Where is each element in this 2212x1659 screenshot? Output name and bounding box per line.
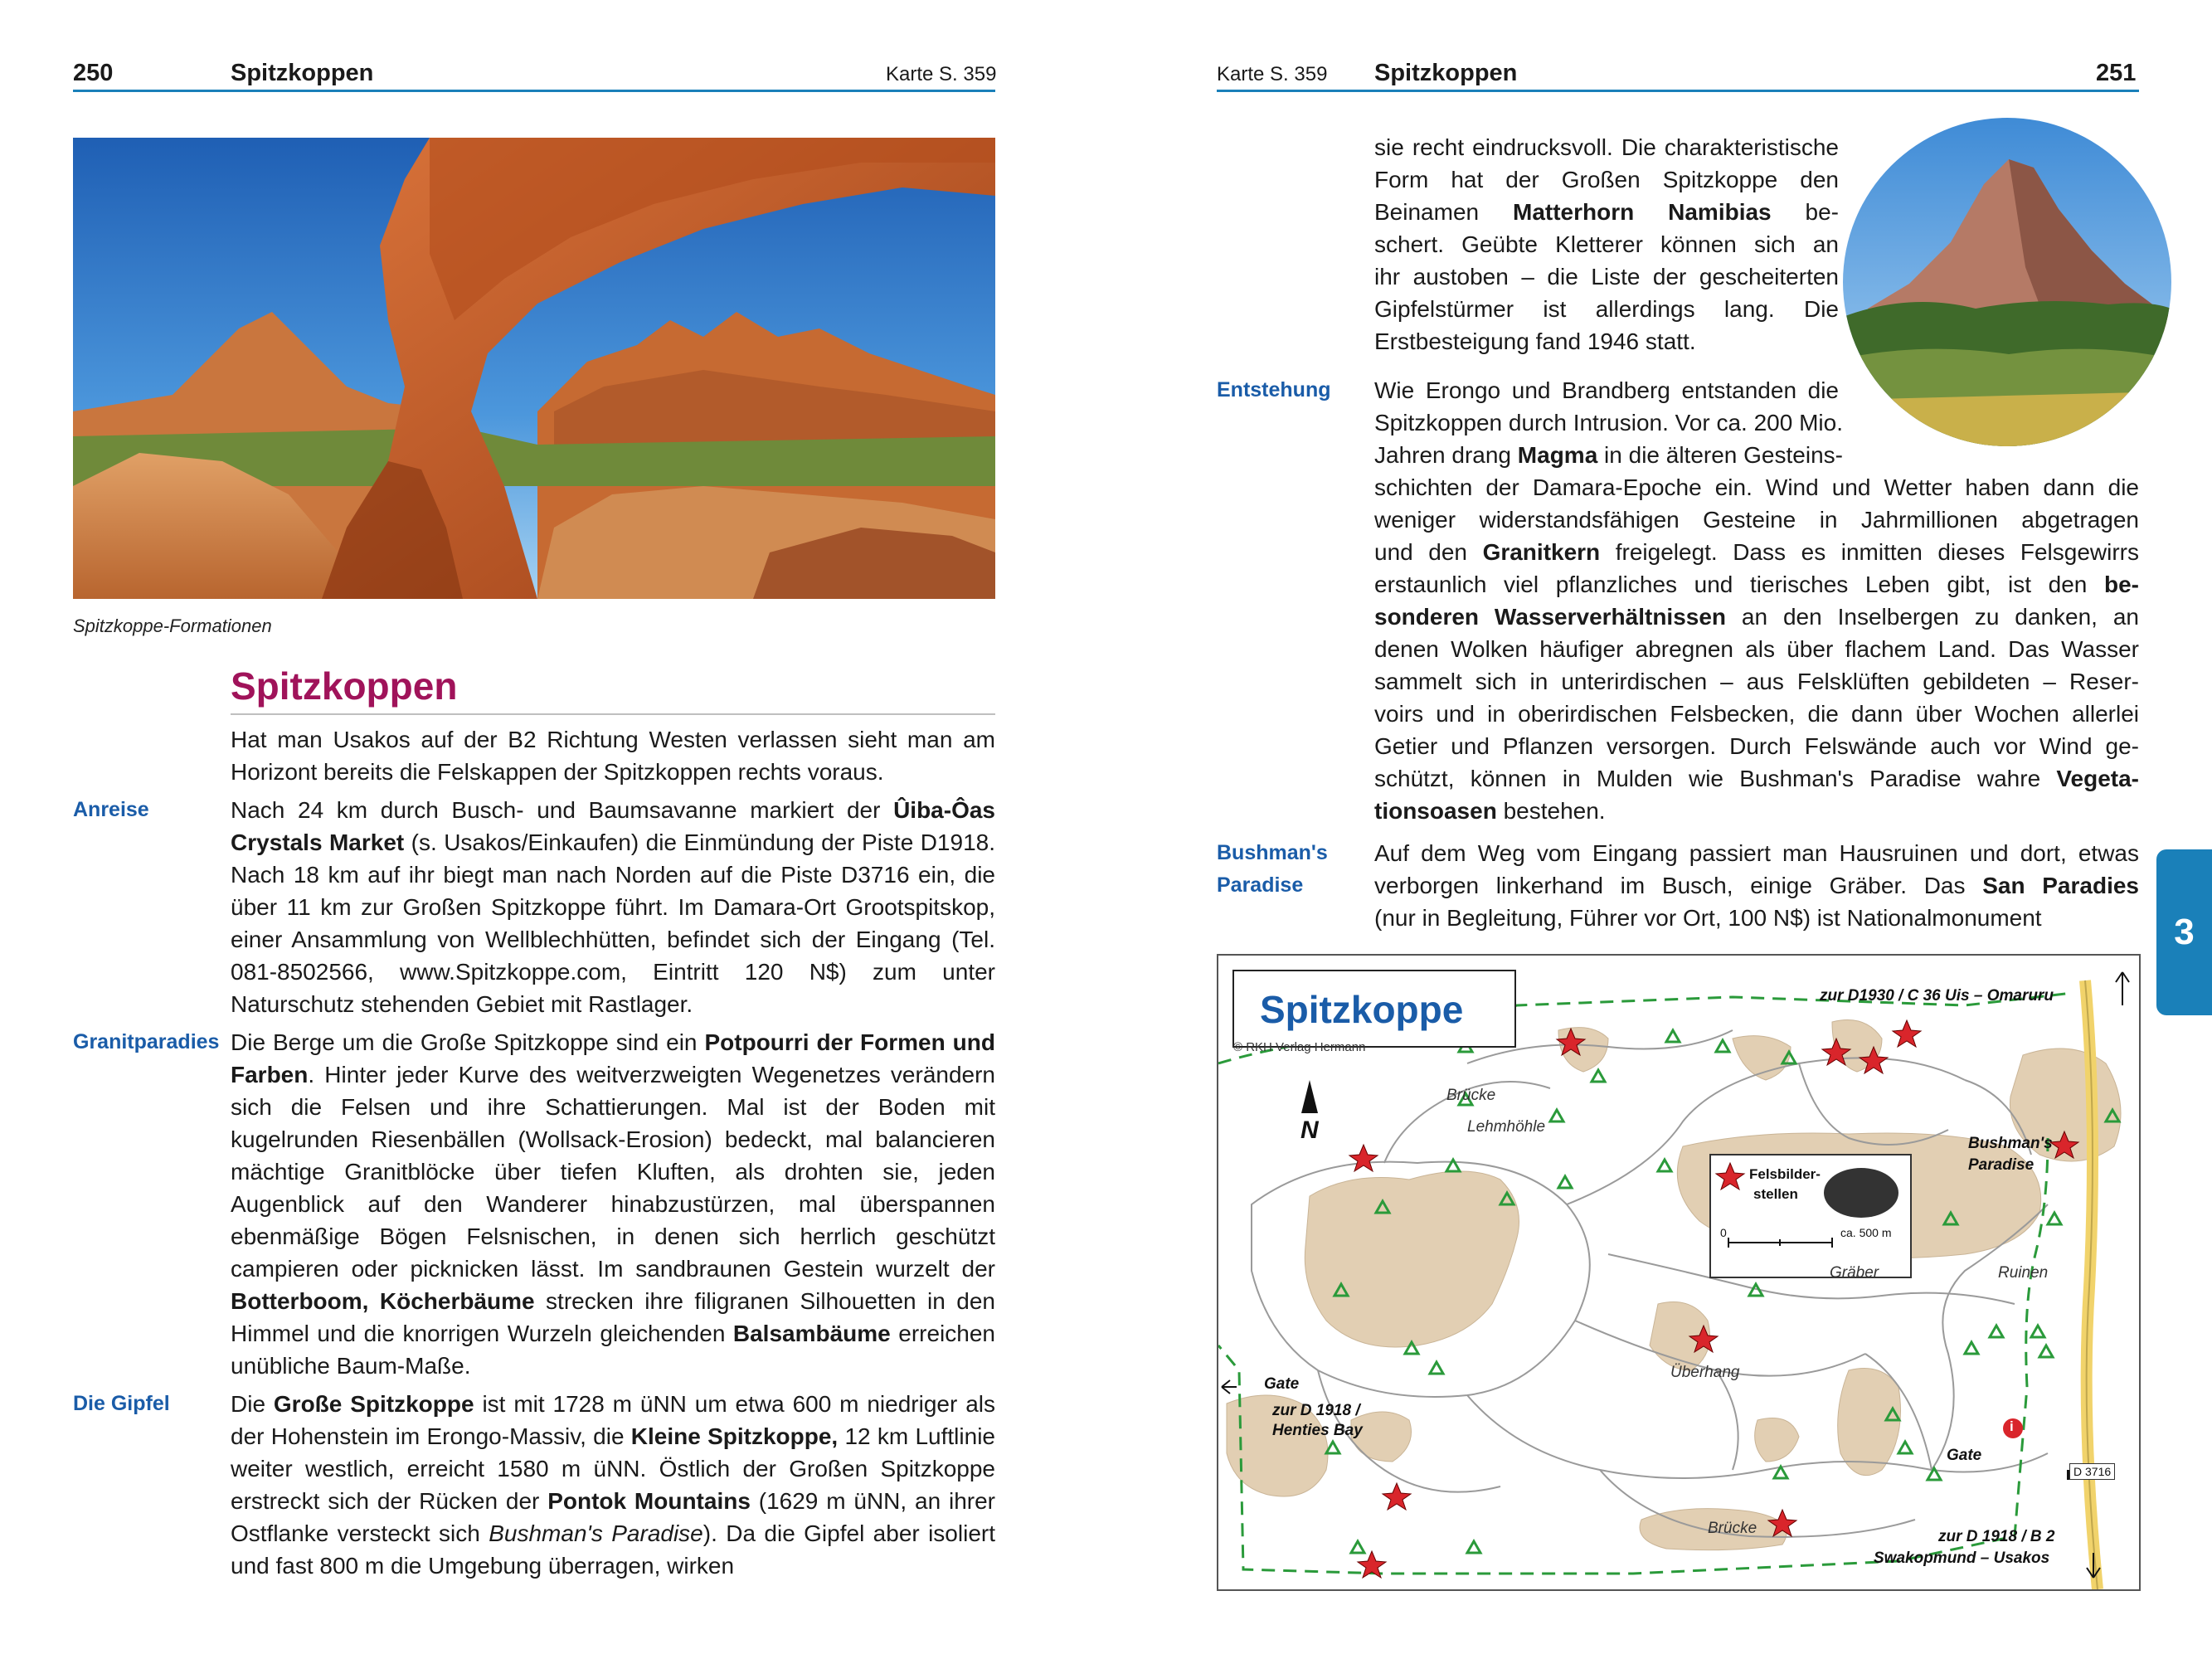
text-line xyxy=(1374,698,2139,730)
section-entstehung xyxy=(1217,374,2139,827)
route-west-line2: Henties Bay xyxy=(1272,1422,1363,1439)
north-route-arrow-icon xyxy=(2116,972,2129,1005)
text-run: verborgen linkerhand im Busch, einige Gräber. Das xyxy=(1374,873,1983,898)
bold-run: Potpourri der Formen und Farben xyxy=(231,1029,995,1087)
text-line xyxy=(1374,471,2139,504)
text-run: voirs und in oberirdischen Felsbecken, die dann über Wochen allerlei xyxy=(1374,701,2139,727)
margin-label-line: Paradise xyxy=(1217,873,1304,897)
text-line xyxy=(1374,196,1839,228)
route-north-label: zur D1930 / C 36 Uis – Omaruru xyxy=(1820,987,2054,1005)
west-arrow-icon xyxy=(1222,1380,1237,1394)
spitzkoppe-map xyxy=(1217,954,2141,1591)
running-title-right: Spitzkoppen xyxy=(1374,60,1518,86)
text-line xyxy=(1374,601,2139,633)
svg-text:N: N xyxy=(1300,1117,1319,1144)
text-line xyxy=(1374,228,1839,260)
section-granitparadies xyxy=(73,1026,995,1382)
bold-run: Vegeta- xyxy=(2056,766,2139,791)
text-line xyxy=(1374,795,2139,827)
bold-run: Pontok Mountains xyxy=(547,1488,751,1514)
heading-rule xyxy=(231,713,995,715)
text-run: Getier und Pflanzen versorgen. Durch Felswände auch vor Wind ge- xyxy=(1374,733,2139,759)
text-run: strecken ihre filigranen Silhouetten in den Himmel und die knorrigen Wurzeln gleichenden xyxy=(231,1288,995,1346)
bold-run: sonderen Wasserverhältnissen xyxy=(1374,604,1727,630)
label-d3716: D 3716 xyxy=(2069,1463,2115,1480)
section-paragraph xyxy=(231,1388,995,1582)
text-run: schützt, können in Mulden wie Bushman's Paradise wahre xyxy=(1374,766,2057,791)
text-line xyxy=(1374,902,2139,934)
text-run: an den Inselbergen zu danken, an xyxy=(1726,604,2139,630)
rock-art-thumbnail xyxy=(1824,1168,1898,1218)
text-line xyxy=(1374,131,1839,163)
text-run: Auf dem Weg vom Eingang passiert man Hausruinen und dort, etwas xyxy=(1374,840,2139,866)
section-paragraph xyxy=(231,1026,995,1382)
header-rule-right xyxy=(1217,90,2139,92)
section-anreise xyxy=(73,794,995,1020)
text-run: (1629 m üNN, an ihrer Ostflanke versteckt sich xyxy=(231,1488,995,1546)
page-number-left: 250 xyxy=(73,60,114,86)
text-line xyxy=(1374,730,2139,762)
text-line xyxy=(1374,504,2139,536)
chapter-tab[interactable]: 3 xyxy=(2156,849,2212,1015)
running-title-left: Spitzkoppen xyxy=(231,60,374,86)
label-gate-west: Gate xyxy=(1264,1375,1300,1393)
label-bruecke-north: Brücke xyxy=(1446,1087,1496,1104)
margin-label: Die Gipfel xyxy=(73,1392,170,1415)
text-run: Nach 24 km durch Busch- und Baumsavanne markiert der xyxy=(231,797,894,823)
text-run: Beinamen xyxy=(1374,199,1513,225)
text-run: (s. Usakos/Einkaufen) die Einmündung der Piste D1918. Nach 18 km auf ihr biegt man nach Norden auf die Piste D3716 ein, die über 11 km zur Großen Spitzkoppe führt. Im Damara-Ort Grootspitskop, einer Ansammlung von Wellblechhütten, befindet sich der Eingang (Tel. 081-8502566, www.Spitzkoppe.com, Eintritt 120 N$) zum unter Naturschutz stehenden Gebiet mit Rastlager. xyxy=(231,830,995,1017)
north-arrow-icon xyxy=(1300,1080,1320,1144)
text-line xyxy=(1374,260,1839,293)
text-run: schichten der Damara-Epoche ein. Wind und Wetter haben dann die xyxy=(1374,474,2139,500)
margin-label xyxy=(1217,837,1328,902)
text-run: erreichen unübliche Baum-Maße. xyxy=(231,1321,995,1379)
text-run: Wie Erongo und Brandberg entstanden die xyxy=(1374,377,1839,403)
section-paragraph xyxy=(231,794,995,1020)
italic-run: Bushman's Paradise xyxy=(489,1520,703,1546)
bold-run: Magma xyxy=(1517,442,1598,468)
map-copyright: © RKH Verlag Hermann xyxy=(1233,1040,1366,1054)
map-reference-left: Karte S. 359 xyxy=(886,63,997,85)
text-run: erstaunlich viel pflanzliches und tierisches Leben gibt, ist den xyxy=(1374,572,2104,597)
label-ruinen: Ruinen xyxy=(1998,1264,2049,1282)
map-reference-right: Karte S. 359 xyxy=(1217,63,1328,85)
label-graeber: Gräber xyxy=(1830,1264,1879,1282)
section-heading: Spitzkoppen xyxy=(231,664,458,708)
left-body xyxy=(73,723,995,1582)
bold-run: be- xyxy=(2104,572,2139,597)
margin-label: Entstehung xyxy=(1217,378,1331,401)
bold-run: Kleine Spitzkoppe, xyxy=(630,1423,839,1449)
text-line xyxy=(1374,633,2139,665)
text-run: in die älteren Gesteins- xyxy=(1597,442,1843,468)
text-line xyxy=(1374,163,1839,196)
rock-arch-illustration xyxy=(73,138,995,599)
text-run: denen Wolken häufiger abregnen als über flachem Land. Das Wasser xyxy=(1374,636,2139,662)
margin-label: Anreise xyxy=(73,798,149,821)
bold-run: Ûiba-Ôas Crystals Market xyxy=(231,797,995,855)
text-run: ist mit 1728 m üNN um etwa 600 m niedriger als der Hohenstein im Erongo-Massiv, die xyxy=(231,1391,995,1449)
margin-label-line: Bushman's xyxy=(1217,841,1328,864)
text-run: Erstbesteigung fand 1946 statt. xyxy=(1374,328,1696,354)
section-bushmans-paradise xyxy=(1217,837,2139,934)
margin-label: Granitparadies xyxy=(73,1030,220,1053)
text-line xyxy=(1374,568,2139,601)
spitzkoppe-photo xyxy=(73,138,995,599)
bold-run: San Paradies xyxy=(1982,873,2139,898)
text-run: weniger widerstandsfähigen Gesteine in Jahrmillionen abgetragen xyxy=(1374,507,2139,533)
section-paragraph xyxy=(1374,374,2139,827)
bold-run: Botterboom, Köcherbäume xyxy=(231,1288,535,1314)
text-line xyxy=(1374,536,2139,568)
scale-zero: 0 xyxy=(1720,1226,1727,1239)
text-run: ihr austoben – die Liste der gescheiterten xyxy=(1374,264,1839,289)
text-run: 12 km Luftlinie weiter westlich, erreicht 1580 m üNN. Östlich der Großen Spitzkoppe erstreckt sich der Rücken der xyxy=(231,1423,995,1514)
label-gate-east: Gate xyxy=(1947,1447,1982,1464)
info-letter: i xyxy=(2010,1418,2014,1434)
text-line xyxy=(1374,439,1843,471)
text-run: schert. Geübte Kletterer können sich an xyxy=(1374,231,1839,257)
text-line xyxy=(1374,837,2139,869)
section-paragraph xyxy=(1374,837,2139,934)
label-bruecke-south: Brücke xyxy=(1708,1520,1757,1537)
text-run: Gipfelstürmer ist allerdings lang. Die xyxy=(1374,296,1839,322)
section-die-gipfel xyxy=(73,1388,995,1582)
text-run: Jahren drang xyxy=(1374,442,1518,468)
right-top-paragraph xyxy=(1374,131,1839,358)
intro-paragraph: Hat man Usakos auf der B2 Richtung Westen verlassen sieht man am Horizont bereits die Felskappen der Spitzkoppen rechts voraus. xyxy=(231,727,995,785)
route-south-line1: zur D 1918 / B 2 xyxy=(1938,1528,2055,1545)
text-run: freigelegt. Dass es inmitten dieses Felsgewirrs xyxy=(1600,539,2139,565)
text-run: sammelt sich in unterirdischen – aus Felsklüften gebildeten – Reser- xyxy=(1374,669,2139,694)
text-line xyxy=(1374,374,1839,406)
page-number-right: 251 xyxy=(2096,60,2137,86)
text-run: Form hat der Großen Spitzkoppe den xyxy=(1374,167,1839,192)
bold-run: tionsoasen xyxy=(1374,798,1497,824)
route-west-line1: zur D 1918 / xyxy=(1272,1402,1360,1419)
text-run: (nur in Begleitung, Führer vor Ort, 100 N$) ist Nationalmonument xyxy=(1374,905,2042,931)
label-paradise: Paradise xyxy=(1968,1156,2035,1174)
scale-500m: ca. 500 m xyxy=(1840,1226,1892,1239)
text-run: Die xyxy=(231,1391,274,1417)
text-run: bestehen. xyxy=(1496,798,1606,824)
legend-felsbilder-2: stellen xyxy=(1753,1186,1798,1202)
text-run: Spitzkoppen durch Intrusion. Vor ca. 200 Mio. xyxy=(1374,410,1843,435)
text-line xyxy=(1374,293,1839,325)
text-line xyxy=(1374,325,1839,358)
text-run: be- xyxy=(1771,199,1839,225)
text-line xyxy=(1374,869,2139,902)
text-line xyxy=(1374,665,2139,698)
bold-run: Granitkern xyxy=(1482,539,1601,565)
text-line xyxy=(1374,762,2139,795)
photo-caption: Spitzkoppe-Formationen xyxy=(73,615,272,636)
label-lehmhoehle: Lehmhöhle xyxy=(1467,1118,1546,1136)
bold-run: Balsambäume xyxy=(732,1321,891,1346)
label-ueberhang: Überhang xyxy=(1670,1364,1740,1381)
bold-run: Große Spitzkoppe xyxy=(273,1391,474,1417)
text-run: Die Berge um die Große Spitzkoppe sind ein xyxy=(231,1029,705,1055)
text-run: und den xyxy=(1374,539,1483,565)
label-bushmans: Bushman's xyxy=(1968,1135,2053,1152)
legend-felsbilder-1: Felsbilder- xyxy=(1749,1166,1821,1182)
route-south-line2: Swakopmund – Usakos xyxy=(1874,1550,2050,1567)
header-rule-left xyxy=(73,90,995,92)
text-run: sie recht eindrucksvoll. Die charakteristische xyxy=(1374,134,1839,160)
left-sections xyxy=(73,794,995,1582)
bold-run: Matterhorn Namibias xyxy=(1513,199,1772,225)
text-run: . Hinter jeder Kurve des weitverzweigten Wegenetzes verändern sich die Felsen und ihre Schattierungen. Mal ist der Boden mit kugelrunden Riesenbällen (Wollsack-Erosion) bedeckt, mal balancieren mächtige Granitblöcke über tiefen Kluften, als drohten sie, jeden Augenblick auf den Wanderer hinabzustürzen, mal überspannen ebenmäßige Bögen Felsnischen, in denen sich herrlich geschützt campieren oder picknicken lässt. Im sandbraunen Gestein wurzelt der xyxy=(231,1062,995,1282)
text-run: ). Da die Gipfel aber isoliert und fast 800 m die Umgebung überragen, wirken xyxy=(231,1520,995,1579)
map-title: Spitzkoppe xyxy=(1260,988,1464,1031)
right-sections xyxy=(1217,374,2139,944)
text-line xyxy=(1374,406,1843,439)
